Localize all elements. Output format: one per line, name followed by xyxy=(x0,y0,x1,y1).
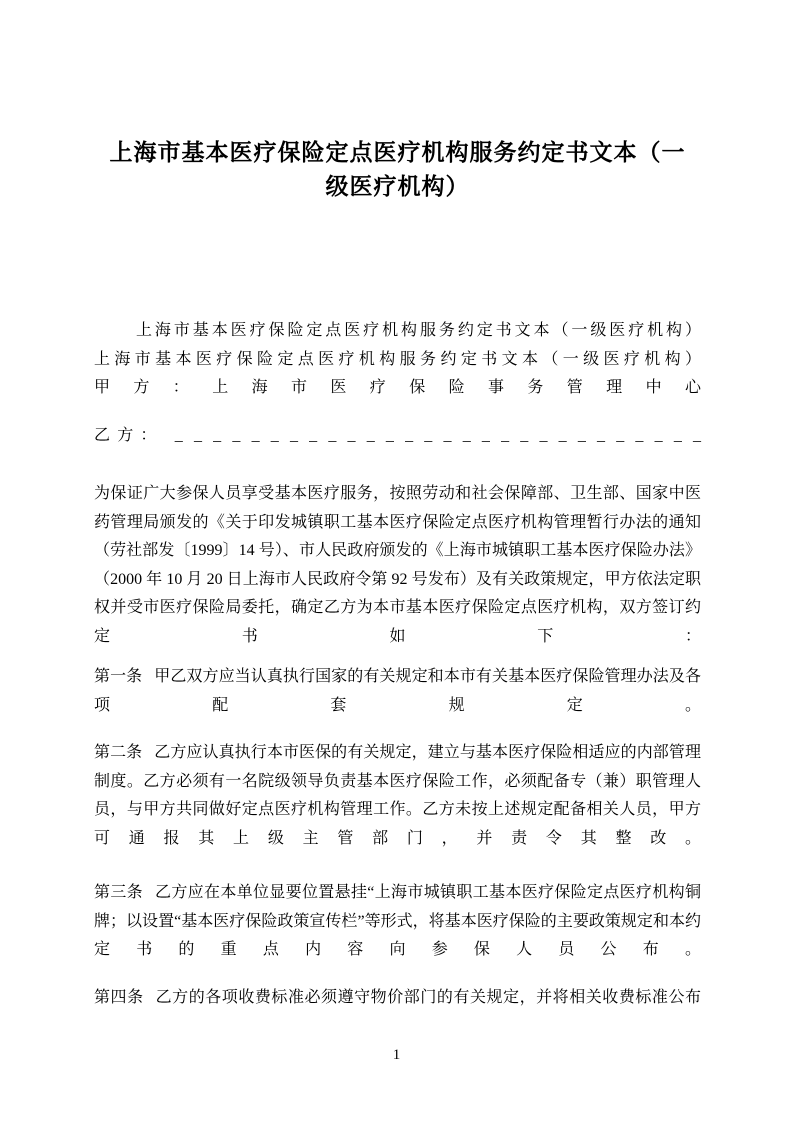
preamble-section xyxy=(94,317,701,450)
party-b-line xyxy=(94,422,701,451)
party-a-line: 甲方：上海市医疗保险事务管理中心 xyxy=(94,379,701,396)
party-b-blank-line: _ _ _ _ _ _ _ _ _ _ _ _ _ _ _ _ _ _ _ _ _ _ _ _ _ _ _ _ xyxy=(174,426,702,444)
intro-paragraph: 为保证广大参保人员享受基本医疗服务，按照劳动和社会保障部、卫生部、国家中医药管理局颁发的《关于印发城镇职工基本医疗保险定点医疗机构管理暂行办法的通知（劳社部发〔1999〕14 号）、市人民政府颁发的《上海市城镇职工基本医疗保险办法》（2000 年 10 月 20 日上海市人民政府令第 92 号发布）及有关政策规定，甲方依法定职权并受市医疗保险局委托，确定乙方为本市基本医疗保险定点医疗机构，双方签订约定书如下： xyxy=(94,485,701,645)
article-4 xyxy=(94,984,701,1013)
subtitle-line: 上海市基本医疗保险定点医疗机构服务约定书文本（一级医疗机构） xyxy=(94,350,701,368)
document-title-line-1: 上海市基本医疗保险定点医疗机构服务约定书文本（一 xyxy=(109,140,686,165)
article-2 xyxy=(94,739,701,853)
article-3-text: 乙方应在本单位显要位置悬挂“上海市城镇职工基本医疗保险定点医疗机构铜牌；以设置“基本医疗保险政策宣传栏”等形式，将基本医疗保险的主要政策规定和本约定书的重点内容向参保人员公布。 xyxy=(94,884,701,958)
document-title xyxy=(94,136,701,204)
document-title-line-2: 级医疗机构） xyxy=(325,174,470,199)
article-4-text: 乙方的各项收费标准必须遵守物价部门的有关规定，并将相关收费标准公布 xyxy=(155,988,701,1006)
article-4-label: 第四条 xyxy=(94,988,144,1006)
party-b-label: 乙方： xyxy=(94,426,164,444)
article-1-label: 第一条 xyxy=(94,668,143,685)
page-number: 1 xyxy=(392,1047,401,1063)
article-1-text: 甲乙双方应当认真执行国家的有关规定和本市有关基本医疗保险管理办法及各项配套规定。 xyxy=(94,668,701,714)
article-3-label: 第三条 xyxy=(94,884,143,901)
article-3 xyxy=(94,879,701,965)
article-2-text: 乙方应认真执行本市医保的有关规定，建立与基本医疗保险相适应的内部管理制度。乙方必须有一名院级领导负责基本医疗保险工作，必须配备专（兼）职管理人员，与甲方共同做好定点医疗机构管理工作。乙方未按上述规定配备相关人员，甲方可通报其上级主管部门，并责令其整改。 xyxy=(94,744,701,847)
article-1 xyxy=(94,663,701,720)
subtitle-line-indented: 上海市基本医疗保险定点医疗机构服务约定书文本（一级医疗机构） xyxy=(136,322,701,339)
article-2-label: 第二条 xyxy=(94,744,143,761)
